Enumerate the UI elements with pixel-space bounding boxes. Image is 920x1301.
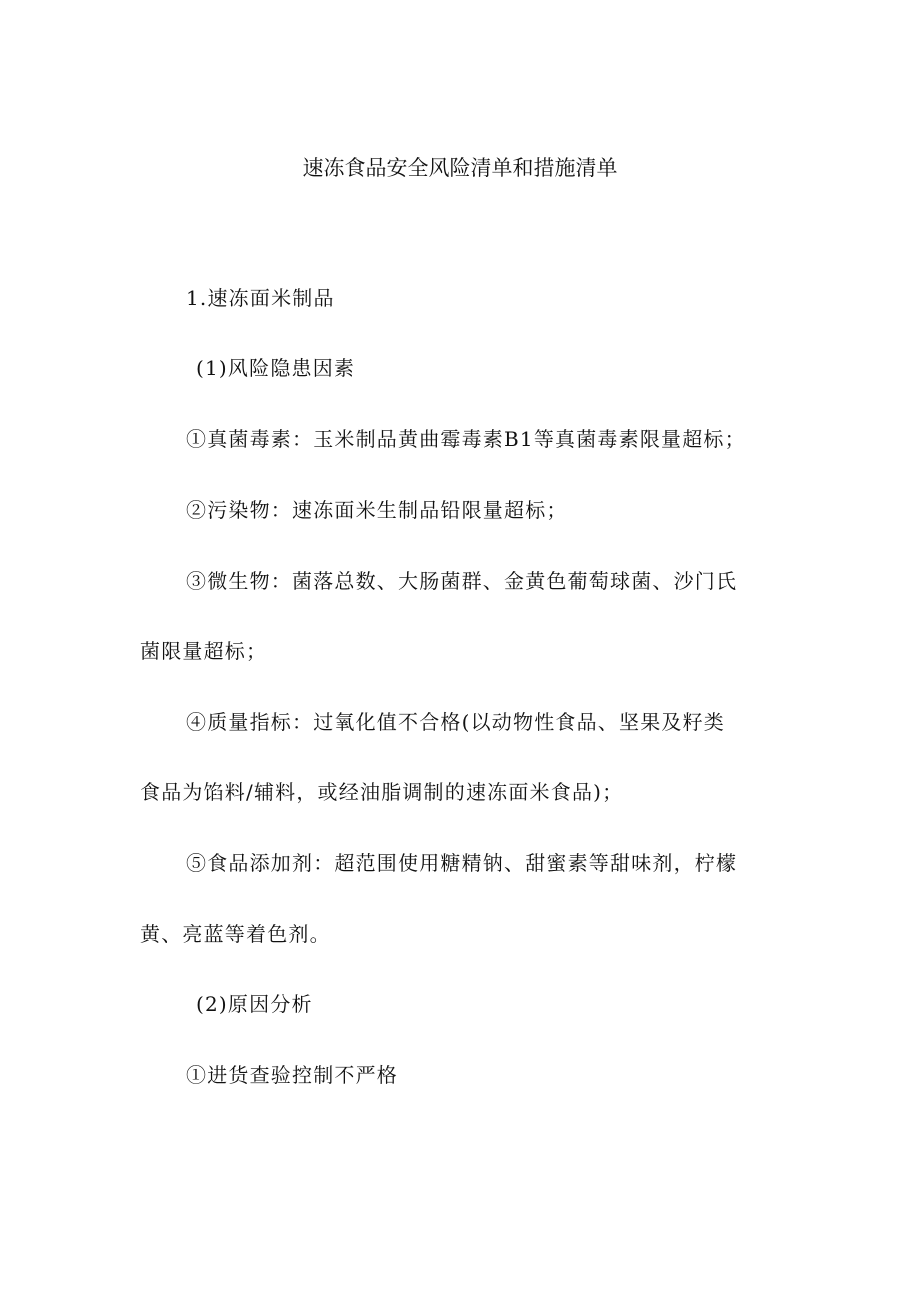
paragraph-food-additives-continued: 黄、亮蓝等着色剂。	[140, 922, 331, 946]
paragraph-mycotoxins: ①真菌毒素：玉米制品黄曲霉毒素B1等真菌毒素限量超标；	[186, 427, 746, 451]
paragraph-quality-indicators: ④质量指标：过氧化值不合格(以动物性食品、坚果及籽类	[186, 710, 726, 734]
paragraph-food-additives: ⑤食品添加剂：超范围使用糖精钠、甜蜜素等甜味剂，柠檬	[186, 851, 738, 875]
document-title: 速冻食品安全风险清单和措施清单	[302, 156, 618, 180]
section-heading-1: 1.速冻面米制品	[186, 286, 335, 310]
subsection-heading-risk-factors: (1)风险隐患因素	[196, 356, 356, 380]
paragraph-quality-indicators-continued: 食品为馅料/辅料，或经油脂调制的速冻面米食品)；	[140, 780, 624, 804]
paragraph-contaminants: ②污染物：速冻面米生制品铅限量超标；	[186, 498, 568, 522]
subsection-heading-cause-analysis: (2)原因分析	[196, 992, 313, 1016]
paragraph-microorganisms: ③微生物：菌落总数、大肠菌群、金黄色葡萄球菌、沙门氏	[186, 569, 738, 593]
paragraph-microorganisms-continued: 菌限量超标；	[140, 639, 268, 663]
paragraph-inspection-control: ①进货查验控制不严格	[186, 1063, 398, 1087]
